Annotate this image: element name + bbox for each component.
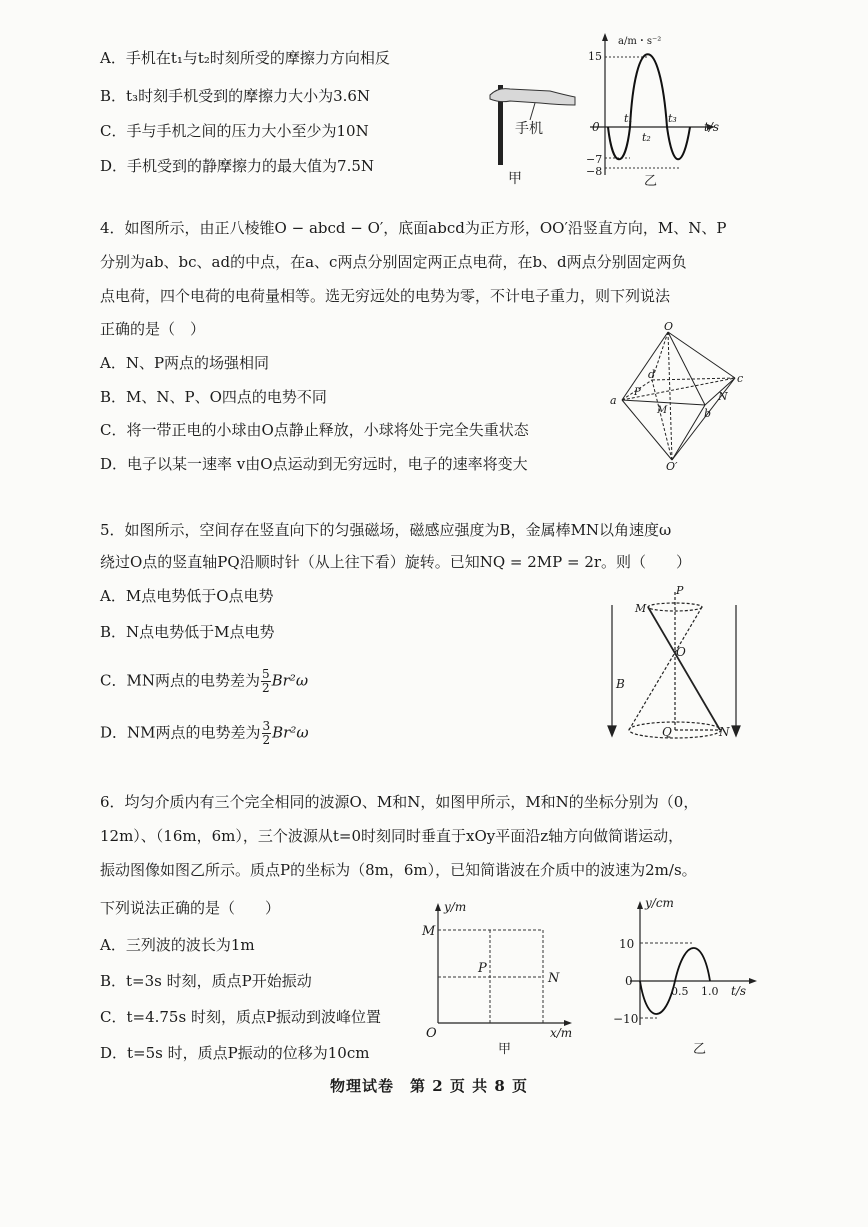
q3-figure-yi bbox=[580, 30, 730, 190]
fig-jia-caption: 甲 bbox=[508, 171, 522, 187]
label-N: N bbox=[719, 725, 730, 739]
t3-label: t₃ bbox=[668, 112, 677, 125]
label-P: P bbox=[634, 387, 641, 398]
tick-neg7: −7 bbox=[586, 153, 603, 166]
point-M-label: M bbox=[422, 924, 436, 939]
q4-stem-line-2: 分别为ab、bc、ad的中点，在a、c两点分别固定两正点电荷，在b、d两点分别固定两负 bbox=[100, 253, 687, 271]
tick-1.0: 1.0 bbox=[701, 985, 719, 998]
fig-yi-caption: 乙 bbox=[644, 174, 658, 189]
fraction-num: 3 bbox=[262, 719, 271, 733]
q6-stem-line-2: 12m）、（16m，6m），三个波源从t=0时刻同时垂直于xOy平面沿z轴方向做简谐运动， bbox=[100, 827, 684, 845]
label-d: d bbox=[648, 368, 656, 381]
tick-neg10: −10 bbox=[613, 1012, 639, 1026]
label-O: O bbox=[676, 645, 686, 659]
point-N-label: N bbox=[548, 971, 560, 986]
tick-0: 0 bbox=[592, 120, 600, 134]
q6-option-c: C．t=4.75s 时刻，质点P振动到波峰位置 bbox=[100, 1008, 382, 1026]
q5-option-c-text: C．MN两点的电势差为 bbox=[100, 671, 260, 690]
q4-option-c: C．将一带正电的小球由O点静止释放，小球将处于完全失重状态 bbox=[100, 421, 529, 439]
label-O: O bbox=[664, 320, 674, 333]
x-axis-label: t/s bbox=[731, 984, 747, 998]
page-footer: 物理试卷 第 2 页 共 8 页 bbox=[330, 1077, 528, 1095]
label-B: B bbox=[616, 677, 625, 691]
q3-option-b: B．t₃时刻手机受到的摩擦力大小为3.6N bbox=[100, 87, 371, 105]
fraction-den: 2 bbox=[261, 681, 270, 695]
a-axis-label: a/m・s⁻² bbox=[618, 36, 662, 47]
q5-rod-figure bbox=[600, 580, 750, 745]
fraction-num: 5 bbox=[261, 667, 270, 681]
q5-option-d-fraction bbox=[262, 720, 272, 747]
label-Oprime: O′ bbox=[666, 460, 678, 473]
q4-stem-line-3: 点电荷，四个电荷的电荷量相等。选无穷远处的电势为零，不计电子重力，则下列说法 bbox=[100, 287, 671, 305]
q5-option-c bbox=[100, 668, 308, 695]
q5-option-c-expr: Br²ω bbox=[271, 671, 309, 690]
fig-jia-caption: 甲 bbox=[498, 1042, 512, 1057]
q3-option-c: C．手与手机之间的压力大小至少为10N bbox=[100, 122, 369, 140]
q5-stem-line-1: 5．如图所示，空间存在竖直向下的匀强磁场，磁感应强度为B，金属棒MN以角速度ω bbox=[100, 521, 672, 539]
q4-option-d: D．电子以某一速率 v由O点运动到无穷远时，电子的速率将变大 bbox=[100, 455, 528, 473]
q3-figure-jia bbox=[480, 75, 590, 195]
fraction-den: 2 bbox=[262, 733, 271, 747]
q6-option-a: A．三列波的波长为1m bbox=[100, 936, 255, 954]
tick-0: 0 bbox=[625, 974, 633, 988]
tick-10: 10 bbox=[619, 937, 635, 951]
q6-stem-line-3: 振动图像如图乙所示。质点P的坐标为（8m，6m），已知简谐波在介质中的波速为2m/s。 bbox=[100, 861, 697, 879]
q6-stem-line-4: 下列说法正确的是（ ） bbox=[100, 899, 281, 917]
tick-0.5: 0.5 bbox=[671, 985, 689, 998]
fig-yi-caption: 乙 bbox=[693, 1042, 707, 1057]
q3-option-a: A．手机在t₁与t₂时刻所受的摩擦力方向相反 bbox=[100, 49, 390, 67]
label-M: M bbox=[657, 405, 668, 416]
q5-option-c-fraction bbox=[261, 668, 271, 695]
q6-stem-line-1: 6．均匀介质内有三个完全相同的波源O、M和N，如图甲所示，M和N的坐标分别为（0， bbox=[100, 793, 699, 811]
point-P-label: P bbox=[478, 961, 487, 976]
q6-coordinate-figure bbox=[418, 895, 588, 1060]
t1-label: t₁ bbox=[624, 112, 633, 125]
label-a: a bbox=[610, 394, 617, 407]
label-N: N bbox=[718, 390, 728, 403]
t-axis-label: t/s bbox=[704, 120, 720, 134]
q5-option-d-expr: Br²ω bbox=[272, 723, 309, 742]
t2-label: t₂ bbox=[642, 131, 651, 144]
q4-option-a: A．N、P两点的场强相同 bbox=[100, 354, 270, 372]
q4-octahedron-figure bbox=[610, 320, 750, 473]
y-axis-label: y/cm bbox=[645, 896, 674, 910]
tick-neg8: −8 bbox=[586, 165, 603, 178]
q3-option-d: D．手机受到的静摩擦力的最大值为7.5N bbox=[100, 157, 375, 175]
label-b: b bbox=[704, 407, 712, 420]
q5-option-a: A．M点电势低于O点电势 bbox=[100, 587, 274, 605]
label-c: c bbox=[737, 372, 744, 385]
label-P: P bbox=[676, 584, 684, 597]
q5-stem-line-2: 绕过O点的竖直轴PQ沿顺时针（从上往下看）旋转。已知NQ = 2MP = 2r。则（ ） bbox=[100, 553, 692, 571]
q4-option-b: B．M、N、P、O四点的电势不同 bbox=[100, 388, 327, 406]
q5-option-d bbox=[100, 720, 309, 747]
q5-option-b: B．N点电势低于M点电势 bbox=[100, 623, 275, 641]
q6-vibration-figure bbox=[605, 895, 765, 1060]
label-Q: Q bbox=[662, 725, 672, 739]
x-axis-label: x/m bbox=[550, 1026, 573, 1040]
q5-option-d-text: D．NM两点的电势差为 bbox=[100, 723, 261, 742]
y-axis-label: y/m bbox=[444, 900, 467, 914]
phone-label: 手机 bbox=[515, 121, 543, 137]
label-M: M bbox=[635, 602, 647, 615]
q4-stem-line-4: 正确的是（ ） bbox=[100, 320, 206, 338]
q4-stem-line-1: 4．如图所示，由正八棱锥O − abcd − O′，底面abcd为正方形，OO′沿竖直方向，M、N、P bbox=[100, 219, 727, 237]
origin-O-label: O bbox=[426, 1026, 437, 1041]
tick-15: 15 bbox=[588, 50, 602, 63]
q6-option-d: D．t=5s 时，质点P振动的位移为10cm bbox=[100, 1044, 370, 1062]
q6-option-b: B．t=3s 时刻，质点P开始振动 bbox=[100, 972, 312, 990]
